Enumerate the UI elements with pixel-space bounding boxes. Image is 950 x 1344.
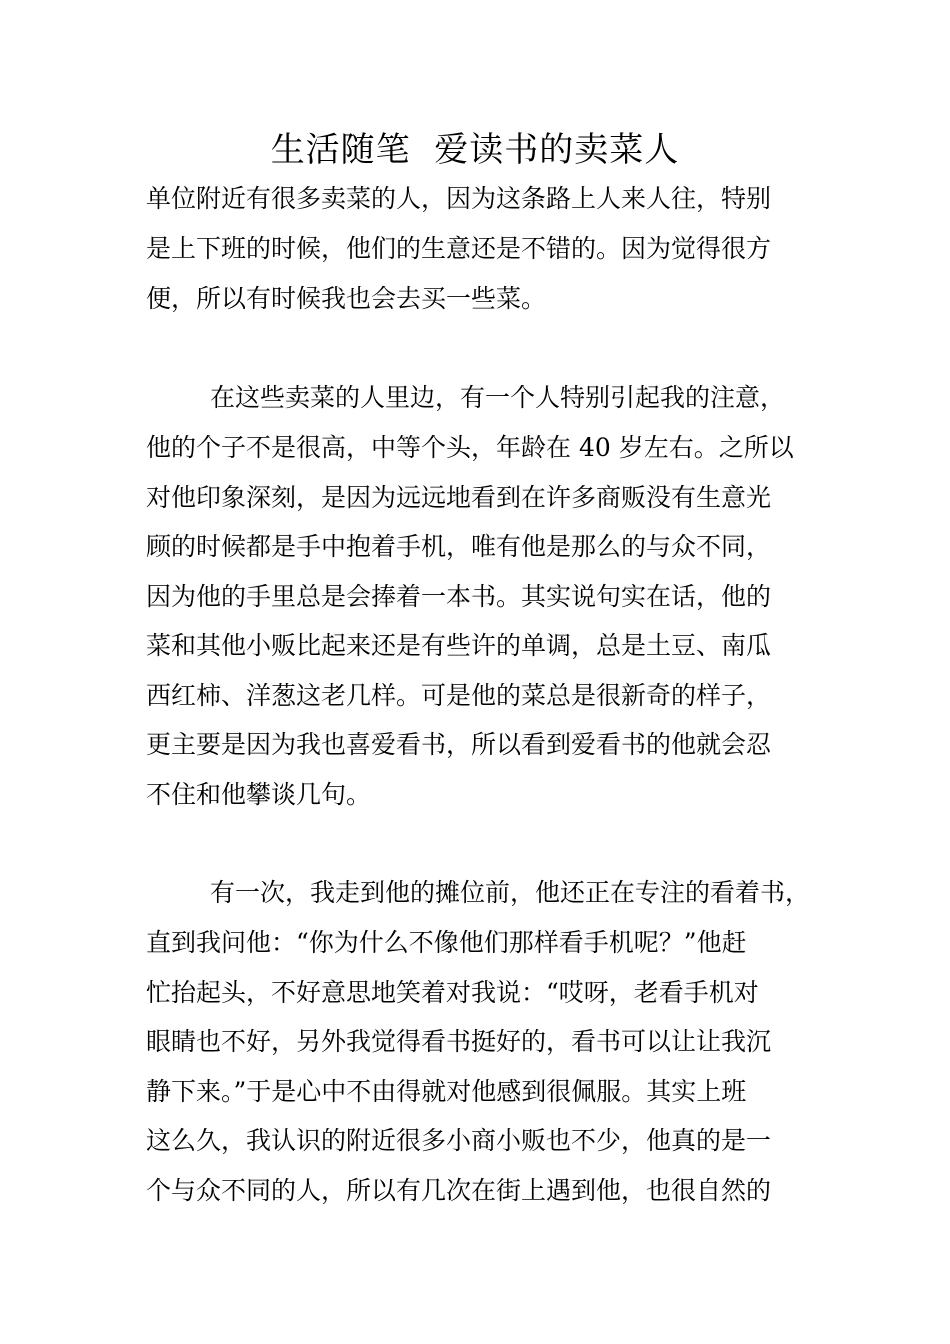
paragraph-3-line-2: 直到我问他：“你为什么不像他们那样看手机呢？”他赶: [146, 928, 747, 957]
paragraph-3-line-3: 忙抬起头，不好意思地笑着对我说：“哎呀，老看手机对: [146, 978, 759, 1007]
paragraph-1-line-2: 是上下班的时候，他们的生意还是不错的。因为觉得很方: [146, 234, 772, 263]
paragraph-3-line-4: 眼睛也不好，另外我觉得看书挺好的，看书可以让让我沉: [146, 1027, 772, 1056]
paragraph-2-line-7: 西红柿、洋葱这老几样。可是他的菜总是很新奇的样子，: [146, 681, 772, 710]
paragraph-1-line-1: 单位附近有很多卖菜的人，因为这条路上人来人往，特别: [146, 184, 772, 213]
document-title: 生活随笔 爱读书的卖菜人: [270, 130, 680, 170]
paragraph-2-line-1: 在这些卖菜的人里边，有一个人特别引起我的注意，: [210, 383, 786, 412]
paragraph-2-line-4: 顾的时候都是手中抱着手机，唯有他是那么的与众不同，: [146, 532, 772, 561]
paragraph-2-line-3: 对他印象深刻，是因为远远地看到在许多商贩没有生意光: [146, 483, 772, 512]
paragraph-3-line-6: 这么久，我认识的附近很多小商小贩也不少，他真的是一: [146, 1126, 772, 1155]
paragraph-2-line-5: 因为他的手里总是会捧着一本书。其实说句实在话，他的: [146, 582, 772, 611]
paragraph-3-line-1: 有一次，我走到他的摊位前，他还正在专注的看着书，: [210, 878, 811, 907]
paragraph-2-line-2: 他的个子不是很高，中等个头，年龄在 40 岁左右。之所以: [146, 433, 794, 462]
paragraph-2-line-9: 不住和他攀谈几句。: [146, 780, 372, 809]
paragraph-3-line-5: 静下来。”于是心中不由得就对他感到很佩服。其实上班: [146, 1077, 747, 1106]
paragraph-1-line-3: 便，所以有时候我也会去买一些菜。: [146, 284, 547, 313]
paragraph-2-line-6: 菜和其他小贩比起来还是有些许的单调，总是土豆、南瓜: [146, 631, 772, 660]
paragraph-2-line-8: 更主要是因为我也喜爱看书，所以看到爱看书的他就会忍: [146, 730, 772, 759]
paragraph-3-line-7: 个与众不同的人，所以有几次在街上遇到他，也很自然的: [146, 1176, 772, 1205]
